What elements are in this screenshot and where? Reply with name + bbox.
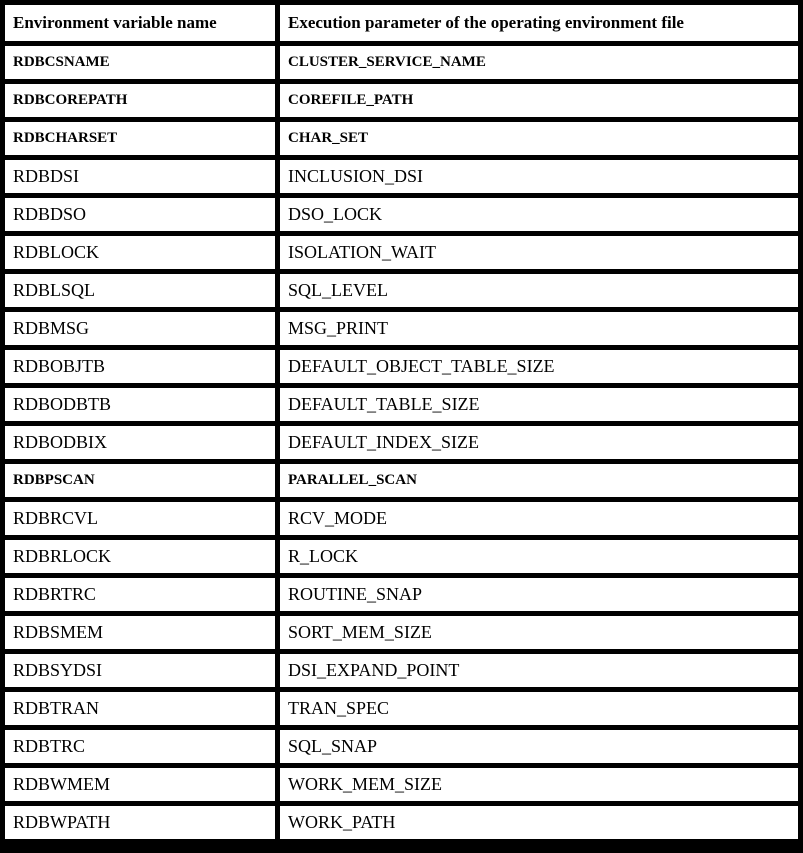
execution-parameter-cell: ROUTINE_SNAP [280, 578, 798, 616]
table-row [5, 426, 798, 464]
env-var-name-cell: RDBRLOCK [5, 540, 280, 578]
execution-parameter-cell: DEFAULT_TABLE_SIZE [280, 388, 798, 426]
environment-variable-table [5, 5, 798, 839]
env-var-name-cell: RDBLOCK [5, 236, 280, 274]
execution-parameter-cell: CLUSTER_SERVICE_NAME [280, 46, 798, 84]
table-row [5, 350, 798, 388]
table-row [5, 730, 798, 768]
env-var-name-cell: RDBDSI [5, 160, 280, 198]
table-row [5, 578, 798, 616]
table-row [5, 616, 798, 654]
env-var-name-cell: RDBSYDSI [5, 654, 280, 692]
env-var-name-cell: RDBODBTB [5, 388, 280, 426]
table-row [5, 84, 798, 122]
execution-parameter-cell: R_LOCK [280, 540, 798, 578]
execution-parameter-cell: DEFAULT_OBJECT_TABLE_SIZE [280, 350, 798, 388]
table-row [5, 768, 798, 806]
table-row [5, 654, 798, 692]
env-var-name-cell: RDBRCVL [5, 502, 280, 540]
table-row [5, 806, 798, 839]
table-row [5, 160, 798, 198]
execution-parameter-cell: ISOLATION_WAIT [280, 236, 798, 274]
env-var-name-cell: RDBSMEM [5, 616, 280, 654]
env-var-name-cell: RDBWPATH [5, 806, 280, 839]
env-var-name-cell: RDBOBJTB [5, 350, 280, 388]
table-row [5, 540, 798, 578]
execution-parameter-cell: DEFAULT_INDEX_SIZE [280, 426, 798, 464]
env-var-name-cell: RDBRTRC [5, 578, 280, 616]
table-row [5, 388, 798, 426]
env-var-name-cell: RDBCOREPATH [5, 84, 280, 122]
table-row [5, 692, 798, 730]
execution-parameter-cell: DSI_EXPAND_POINT [280, 654, 798, 692]
header-execution-parameter: Execution parameter of the operating environment file [280, 5, 798, 46]
env-var-name-cell: RDBODBIX [5, 426, 280, 464]
execution-parameter-cell: SORT_MEM_SIZE [280, 616, 798, 654]
header-row [5, 5, 798, 46]
table-row [5, 198, 798, 236]
execution-parameter-cell: CHAR_SET [280, 122, 798, 160]
execution-parameter-cell: DSO_LOCK [280, 198, 798, 236]
env-var-name-cell: RDBCSNAME [5, 46, 280, 84]
execution-parameter-cell: SQL_LEVEL [280, 274, 798, 312]
table-header [5, 5, 798, 46]
execution-parameter-cell: WORK_PATH [280, 806, 798, 839]
table-row [5, 464, 798, 502]
env-var-name-cell: RDBWMEM [5, 768, 280, 806]
table-row [5, 236, 798, 274]
env-var-name-cell: RDBPSCAN [5, 464, 280, 502]
env-var-name-cell: RDBCHARSET [5, 122, 280, 160]
execution-parameter-cell: WORK_MEM_SIZE [280, 768, 798, 806]
execution-parameter-cell: MSG_PRINT [280, 312, 798, 350]
execution-parameter-cell: PARALLEL_SCAN [280, 464, 798, 502]
table-row [5, 502, 798, 540]
execution-parameter-cell: INCLUSION_DSI [280, 160, 798, 198]
header-environment-variable-name: Environment variable name [5, 5, 280, 46]
env-var-name-cell: RDBLSQL [5, 274, 280, 312]
execution-parameter-cell: TRAN_SPEC [280, 692, 798, 730]
table-row [5, 274, 798, 312]
table-body [5, 46, 798, 839]
env-var-name-cell: RDBDSO [5, 198, 280, 236]
table-row [5, 122, 798, 160]
table-row [5, 312, 798, 350]
env-var-name-cell: RDBTRC [5, 730, 280, 768]
execution-parameter-cell: RCV_MODE [280, 502, 798, 540]
execution-parameter-cell: SQL_SNAP [280, 730, 798, 768]
env-var-name-cell: RDBTRAN [5, 692, 280, 730]
env-var-name-cell: RDBMSG [5, 312, 280, 350]
table-row [5, 46, 798, 84]
execution-parameter-cell: COREFILE_PATH [280, 84, 798, 122]
